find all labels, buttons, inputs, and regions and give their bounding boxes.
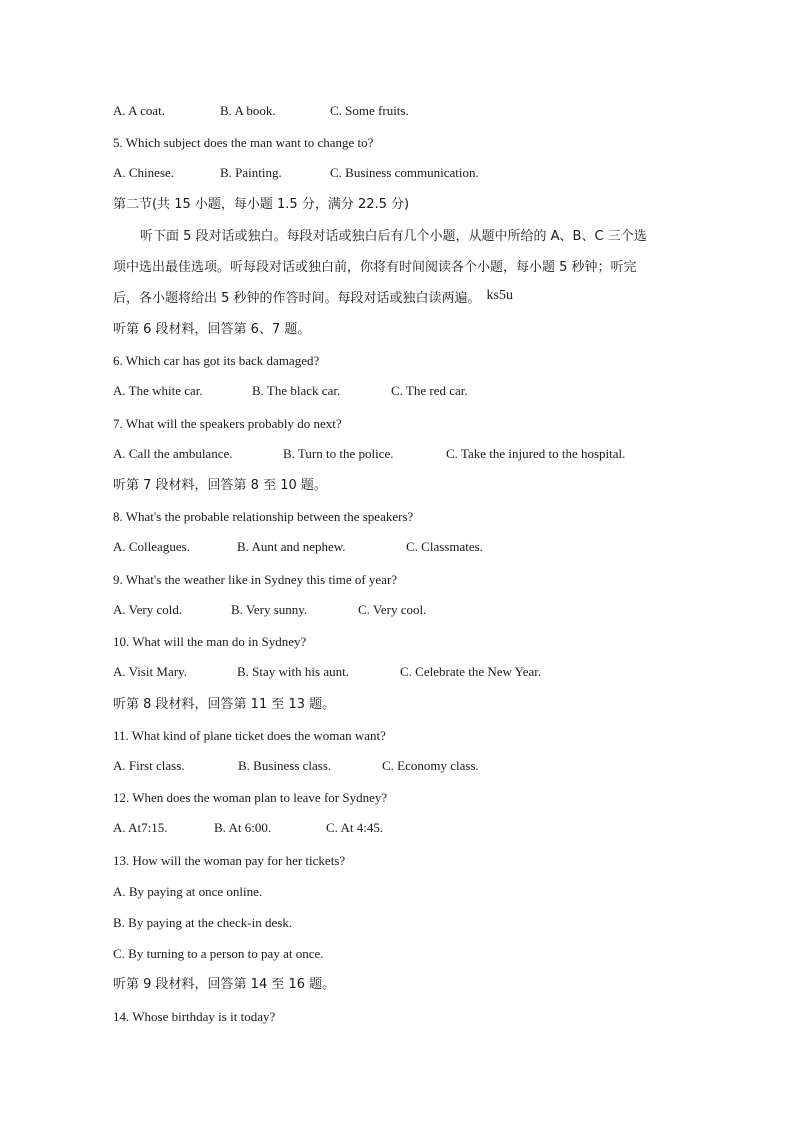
q4-option-a: A. A coat. [113,103,165,118]
q9-option-c: C. Very cool. [358,602,427,617]
q7-option-c: C. Take the injured to the hospital. [446,446,626,461]
instruction-line-3 [113,290,513,308]
q4-option-b: B. A book. [220,103,276,118]
q12-option-a: A. At7:15. [113,820,168,835]
q5-option-b: B. Painting. [220,165,282,180]
q6-option-b: B. The black car. [252,383,341,398]
section-title: 第二节(共 15 小题，每小题 1.5 分，满分 22.5 分) [113,197,410,212]
q8-option-a: A. Colleagues. [113,539,190,554]
q7-option-a: A. Call the ambulance. [113,446,233,461]
q11-option-a: A. First class. [113,758,185,773]
q7-option-b: B. Turn to the police. [283,446,394,461]
material-9-heading: 听第 9 段材料，回答第 14 至 16 题。 [113,977,336,992]
question-13: 13. How will the woman pay for her tickets? [113,853,346,868]
q8-option-c: C. Classmates. [406,539,483,554]
question-5: 5. Which subject does the man want to change to? [113,135,374,150]
q12-option-c: C. At 4:45. [326,820,384,835]
q13-option-c: C. By turning to a person to pay at once. [113,946,324,961]
question-7: 7. What will the speakers probably do next? [113,416,342,431]
q10-option-a: A. Visit Mary. [113,664,187,679]
instruction-line-3-text: 后，各小题将给出 5 秒钟的作答时间。每段对话或独白读两遍。 [113,291,481,306]
q11-option-b: B. Business class. [238,758,332,773]
q12-option-b: B. At 6:00. [214,820,272,835]
instruction-line-2: 项中选出最佳选项。听每段对话或独白前，你将有时间阅读各个小题，每小题 5 秒钟；听完 [113,260,637,275]
q10-option-b: B. Stay with his aunt. [237,664,349,679]
q5-option-c: C. Business communication. [330,165,479,180]
question-11: 11. What kind of plane ticket does the woman want? [113,728,386,743]
q6-option-a: A. The white car. [113,383,203,398]
q5-option-a: A. Chinese. [113,165,175,180]
watermark: ks5u [486,288,513,303]
q13-option-a: A. By paying at once online. [113,884,263,899]
question-10: 10. What will the man do in Sydney? [113,634,307,649]
question-8: 8. What's the probable relationship between the speakers? [113,509,414,524]
q11-option-c: C. Economy class. [382,758,479,773]
question-14: 14. Whose birthday is it today? [113,1009,276,1024]
q4-option-c: C. Some fruits. [330,103,409,118]
question-6: 6. Which car has got its back damaged? [113,353,320,368]
q9-option-a: A. Very cold. [113,602,183,617]
material-8-heading: 听第 8 段材料，回答第 11 至 13 题。 [113,697,336,712]
q6-option-c: C. The red car. [391,383,468,398]
material-7-heading: 听第 7 段材料，回答第 8 至 10 题。 [113,478,327,493]
instruction-line-1: 听下面 5 段对话或独白。每段对话或独白后有几个小题，从题中所给的 A、B、C 三个选 [140,229,647,244]
q13-option-b: B. By paying at the check-in desk. [113,915,293,930]
q10-option-c: C. Celebrate the New Year. [400,664,542,679]
q9-option-b: B. Very sunny. [231,602,308,617]
material-6-heading: 听第 6 段材料，回答第 6、7 题。 [113,322,311,337]
q8-option-b: B. Aunt and nephew. [237,539,346,554]
question-9: 9. What's the weather like in Sydney this time of year? [113,572,398,587]
question-12: 12. When does the woman plan to leave for Sydney? [113,790,388,805]
